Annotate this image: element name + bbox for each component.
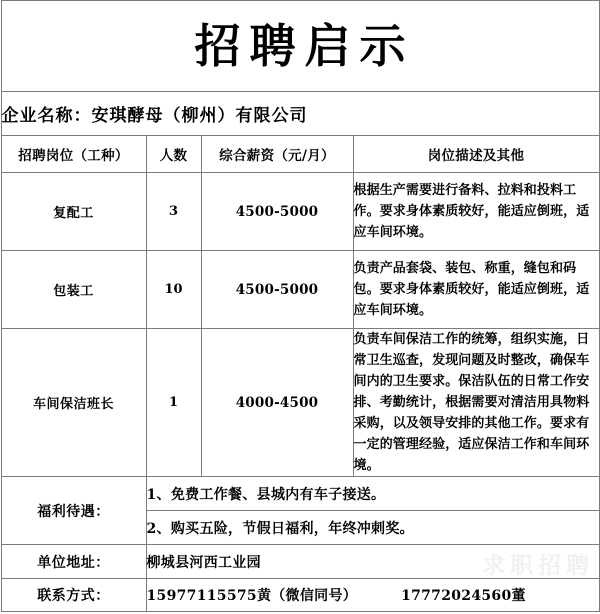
job-count: 1 (146, 329, 201, 477)
address-row (1, 545, 599, 579)
column-header-salary: 综合薪资（元/月） (201, 136, 353, 173)
job-position: 复配工 (1, 173, 146, 251)
job-description: 根据生产需要进行备料、拉料和投料工作。要求身体素质较好，能适应倒班，适应车间环境。 (353, 173, 599, 251)
job-salary: 4500-5000 (201, 251, 353, 329)
job-description: 负责产品套袋、装包、称重，缝包和码包。要求身体素质较好，能适应倒班，适应车间环境。 (353, 251, 599, 329)
column-header-count: 人数 (146, 136, 201, 173)
address-value: 柳城县河西工业园 (146, 545, 599, 579)
benefit-item: 1、免费工作餐、县城内有车子接送。 (146, 477, 599, 511)
column-header-position: 招聘岗位（工种） (1, 136, 146, 173)
table-row (1, 173, 599, 251)
benefits-row-first (1, 477, 599, 511)
job-salary: 4000-4500 (201, 329, 353, 477)
page-title: 招聘启示 (194, 19, 415, 73)
contact-phone-primary: 15977115575黄（微信同号） (146, 588, 358, 605)
job-description: 负责车间保洁工作的统筹，组织实施，日常卫生巡查，发现问题及时整改，确保车间内的卫生要求。保洁队伍的日常工作安排、考勤统计，根据需要对清洁用具物料采购，以及领导安排的其他工作。要求有一定的管理经验，适应保洁工作和车间环境。 (353, 329, 599, 477)
contact-label: 联系方式： (1, 579, 146, 612)
contact-values (146, 579, 599, 612)
table-row (1, 329, 599, 477)
job-count: 10 (146, 251, 201, 329)
address-label: 单位地址： (1, 545, 146, 579)
column-header-description: 岗位描述及其他 (353, 136, 599, 173)
contact-phone-secondary: 17772024560董 (401, 588, 526, 605)
title-row (1, 1, 599, 92)
job-position: 包装工 (1, 251, 146, 329)
table-header-row (1, 136, 599, 173)
company-name-text: 企业名称：安琪酵母（柳州）有限公司 (1, 106, 308, 126)
company-name-cell (1, 92, 599, 136)
recruitment-notice-table (1, 0, 600, 612)
job-salary: 4500-5000 (201, 173, 353, 251)
contact-row (1, 579, 599, 612)
job-position: 车间保洁班长 (1, 329, 146, 477)
company-row (1, 92, 599, 136)
document-title-cell (1, 1, 599, 92)
watermark: 求职招聘 (482, 553, 594, 579)
job-count: 3 (146, 173, 201, 251)
benefit-item: 2、购买五险，节假日福利，年终冲刺奖。 (146, 511, 599, 545)
benefits-label: 福利待遇： (1, 477, 146, 545)
table-row (1, 251, 599, 329)
